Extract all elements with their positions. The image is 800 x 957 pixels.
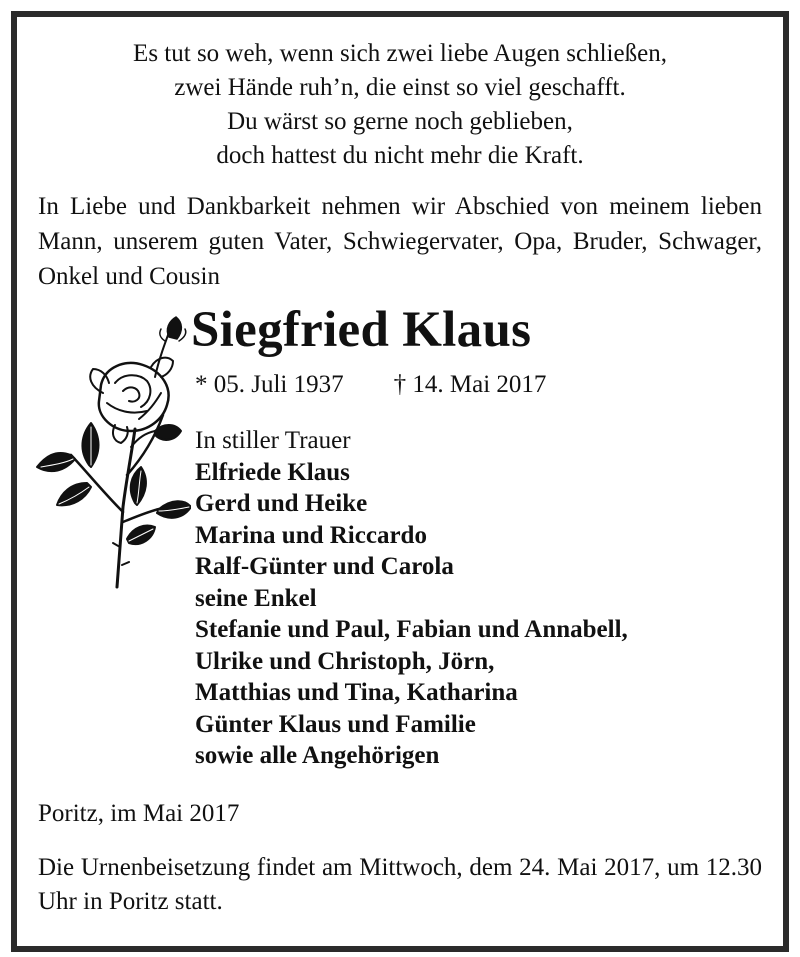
list-item: Gerd und Heike [195,490,368,517]
deceased-name: Siegfried Klaus [191,302,532,358]
list-item: Matthias und Tina, Katharina [195,679,518,706]
list-item: Elfriede Klaus [195,458,350,486]
birth-date: * 05. Juli 1937 [195,371,344,398]
list-item: sowie alle Angehörigen [195,742,440,769]
list-item: Marina und Riccardo [195,521,427,549]
life-dates [195,368,546,402]
burial-notice: Die Urnenbeisetzung findet am Mittwoch, dem 24. Mai 2017, um 12.30 Uhr in Poritz statt. [38,854,762,915]
rose-icon [31,307,191,597]
obituary-frame [11,11,789,952]
poem-line: zwei Hände ruh’n, die einst so viel geschafft. [174,74,626,101]
poem-line: Du wärst so gerne noch geblieben, [227,108,573,135]
list-item: seine Enkel [195,584,317,612]
intro-text: In Liebe und Dankbarkeit nehmen wir Abschied von meinem lieben Mann, unserem guten Vater, Schwiegervater, Opa, Bruder, Schwager, Onkel und Cousin [38,193,762,290]
mourners-list [195,425,628,772]
list-item: Stefanie und Paul, Fabian und Annabell, [195,616,628,643]
mourning-phrase: In stiller Trauer [195,427,351,454]
list-item: Ralf-Günter und Carola [195,553,454,580]
place-date: Poritz, im Mai 2017 [38,800,240,827]
poem-line: doch hattest du nicht mehr die Kraft. [216,142,584,169]
poem-line: Es tut so weh, wenn sich zwei liebe Augen schließen, [133,40,667,67]
poem [17,37,783,173]
list-item: Ulrike und Christoph, Jörn, [195,647,495,675]
death-date: † 14. Mai 2017 [393,371,547,398]
list-item: Günter Klaus und Familie [195,710,476,738]
